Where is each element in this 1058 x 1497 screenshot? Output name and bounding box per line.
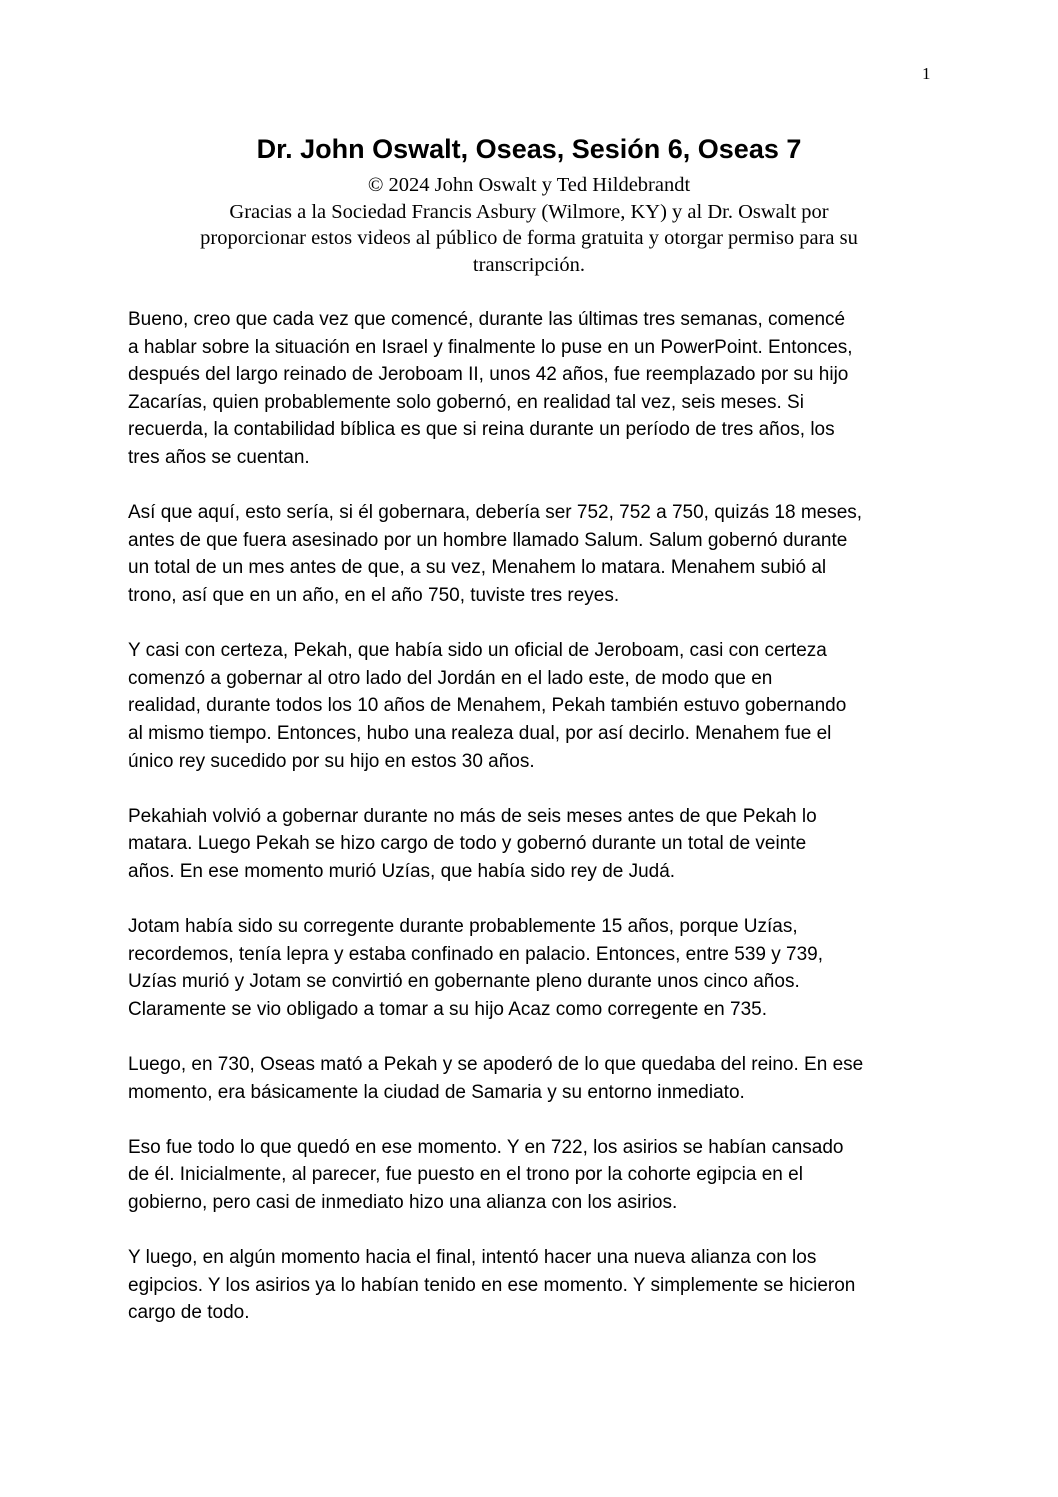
acknowledgement-line: transcripción. [472,253,586,276]
document-subtitle [0,172,1058,278]
paragraph-line: Claramente se vio obligado a tomar a su hijo Acaz como corregente en 735. [128,998,767,1020]
paragraph-line: cargo de todo. [128,1302,250,1324]
paragraph-line: tres años se cuentan. [128,446,310,468]
paragraph-line: Zacarías, quien probablemente solo gobernó, en realidad tal vez, seis meses. Si [128,391,804,413]
copyright-line: © 2024 John Oswalt y Ted Hildebrandt [367,174,691,196]
paragraph-line: Y casi con certeza, Pekah, que había sido un oficial de Jeroboam, casi con certeza [128,640,827,662]
paragraph-line: único rey sucedido por su hijo en estos 30 años. [128,750,535,772]
paragraph [128,499,948,609]
paragraph-line: antes de que fuera asesinado por un hombre llamado Salum. Salum gobernó durante [128,529,848,551]
paragraph-line: después del largo reinado de Jeroboam II, unos 42 años, fue reemplazado por su hijo [128,364,849,386]
paragraph-line: recuerda, la contabilidad bíblica es que si reina durante un período de tres años, los [128,419,835,441]
paragraph-line: Y luego, en algún momento hacia el final, intentó hacer una nueva alianza con los [128,1247,817,1269]
acknowledgement-line: proporcionar estos videos al público de forma gratuita y otorgar permiso para su [200,227,858,249]
paragraph-line: gobierno, pero casi de inmediato hizo una alianza con los asirios. [128,1192,678,1213]
paragraph [128,637,948,775]
paragraph-line: Bueno, creo que cada vez que comencé, durante las últimas tres semanas, comencé [128,309,846,330]
page-number: 1 [922,64,931,83]
paragraph-line: años. En ese momento murió Uzías, que había sido rey de Judá. [128,860,676,882]
paragraph-line: Uzías murió y Jotam se convirtió en gobernante pleno durante unos cinco años. [128,971,800,993]
paragraph-line: momento, era básicamente la ciudad de Samaria y su entorno inmediato. [128,1081,745,1103]
paragraph [128,1134,948,1217]
paragraph [128,803,948,886]
paragraph-line: Eso fue todo lo que quedó en ese momento. Y en 722, los asirios se habían cansado [128,1136,844,1158]
paragraph-line: Luego, en 730, Oseas mató a Pekah y se apoderó de lo que quedaba del reino. En ese [128,1054,864,1076]
paragraph-line: de él. Inicialmente, al parecer, fue puesto en el trono por la cohorte egipcia en el [128,1164,803,1186]
paragraph [128,1051,948,1106]
paragraph-line: un total de un mes antes de que, a su vez, Menahem lo matara. Menahem subió al [128,557,827,579]
acknowledgement-line: Gracias a la Sociedad Francis Asbury (Wilmore, KY) y al Dr. Oswalt por [229,200,829,223]
paragraph-line: Así que aquí, esto sería, si él gobernara, debería ser 752, 752 a 750, quizás 18 meses, [128,502,863,524]
document-title: Dr. John Oswalt, Oseas, Sesión 6, Oseas 7 [256,134,802,164]
paragraph-line: realidad, durante todos los 10 años de Menahem, Pekah también estuvo gobernando [128,695,847,717]
paragraph-line: Jotam había sido su corregente durante probablemente 15 años, porque Uzías, [128,916,798,938]
paragraph [128,913,948,1023]
document-body [128,306,948,1355]
paragraph-line: comenzó a gobernar al otro lado del Jordán en el lado este, de modo que en [128,667,773,689]
paragraph-line: egipcios. Y los asirios ya lo habían tenido en ese momento. Y simplemente se hicieron [128,1274,856,1296]
paragraph-line: recordemos, tenía lepra y estaba confinado en palacio. Entonces, entre 539 y 739, [128,943,824,965]
paragraph [128,306,948,472]
paragraph-line: matara. Luego Pekah se hizo cargo de todo y gobernó durante un total de veinte [128,833,807,855]
paragraph-line: al mismo tiempo. Entonces, hubo una realeza dual, por así decirlo. Menahem fue el [128,722,832,744]
paragraph-line: a hablar sobre la situación en Israel y finalmente lo puse en un PowerPoint. Entonces, [128,336,853,358]
paragraph [128,1244,948,1327]
paragraph-line: trono, así que en un año, en el año 750, tuviste tres reyes. [128,584,620,606]
paragraph-line: Pekahiah volvió a gobernar durante no más de seis meses antes de que Pekah lo [128,805,817,827]
